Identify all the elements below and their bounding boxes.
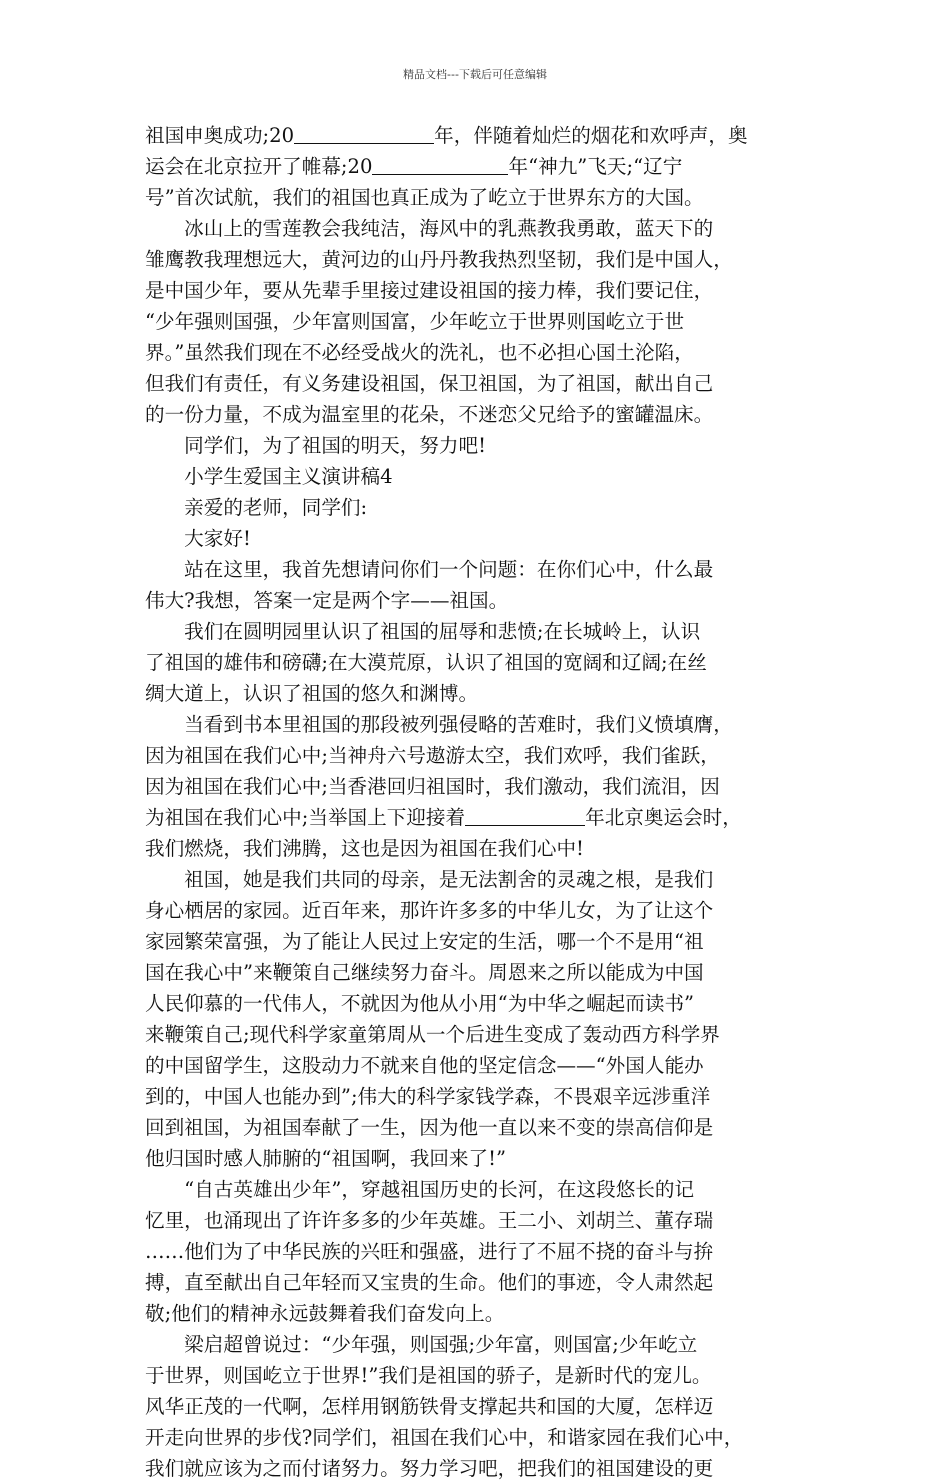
text-line: 亲爱的老师，同学们: — [145, 496, 368, 519]
text-line — [145, 802, 810, 833]
text-segment: 为祖国在我们心中;当举国上下迎接着 — [145, 806, 466, 829]
text-line: 忆里，也涌现出了许许多多的少年英雄。王二小、刘胡兰、董存瑞 — [145, 1209, 714, 1232]
text-segment: 年“神九”飞天;“辽宁 — [508, 155, 683, 178]
text-line: 因为祖国在我们心中;当神舟六号遨游太空，我们欢呼，我们雀跃， — [145, 744, 720, 767]
text-line: 是中国少年，要从先辈手里接过建设祖国的接力棒，我们要记住， — [145, 279, 714, 302]
text-line: 国在我心中”来鞭策自己继续努力奋斗。周恩来之所以能成为中国 — [145, 961, 704, 984]
text-line: 但我们有责任，有义务建设祖国，保卫祖国，为了祖国，献出自己 — [145, 372, 714, 395]
text-line: “少年强则国强，少年富则国富，少年屹立于世界则国屹立于世 — [145, 310, 685, 333]
text-line: 敬;他们的精神永远鼓舞着我们奋发向上。 — [145, 1302, 505, 1325]
text-line: 来鞭策自己;现代科学家童第周从一个后进生变成了轰动西方科学界 — [145, 1023, 720, 1046]
text-line: “自古英雄出少年”，穿越祖国历史的长河，在这段悠长的记 — [145, 1178, 695, 1201]
text-segment: 祖国申奥成功;20 — [145, 124, 295, 147]
page-header: 精品文档---下载后可任意编辑 — [403, 68, 547, 81]
text-segment: 年北京奥运会时， — [585, 806, 742, 829]
text-line: 于世界，则国屹立于世界!”我们是祖国的骄子，是新时代的宠儿。 — [145, 1364, 712, 1387]
text-line: 他归国时感人肺腑的“祖国啊，我回来了!” — [145, 1147, 507, 1170]
text-line: 我们就应该为之而付诸努力。努力学习吧，把我们的祖国建设的更 — [145, 1457, 714, 1480]
text-line: 到的，中国人也能办到”;伟大的科学家钱学森，不畏艰辛远涉重洋 — [145, 1085, 711, 1108]
text-line: 祖国，她是我们共同的母亲，是无法割舍的灵魂之根，是我们 — [145, 868, 714, 891]
text-line: 绸大道上，认识了祖国的悠久和渊博。 — [145, 682, 479, 705]
text-line: 梁启超曾说过：“少年强，则国强;少年富，则国富;少年屹立 — [145, 1333, 698, 1356]
section-title: 小学生爱国主义演讲稿4 — [145, 465, 393, 488]
text-line: 风华正茂的一代啊，怎样用钢筋铁骨支撑起共和国的大厦，怎样迈 — [145, 1395, 714, 1418]
text-line: 了祖国的雄伟和磅礴;在大漠荒原，认识了祖国的宽阔和辽阔;在丝 — [145, 651, 707, 674]
text-line: 冰山上的雪莲教会我纯洁，海风中的乳燕教我勇敢，蓝天下的 — [145, 217, 714, 240]
fill-in-blank — [372, 154, 508, 175]
text-segment: 年，伴随着灿烂的烟花和欢呼声，奥 — [434, 124, 748, 147]
text-line: 我们燃烧，我们沸腾，这也是因为祖国在我们心中! — [145, 837, 584, 860]
text-line: 站在这里，我首先想请问你们一个问题：在你们心中，什么最 — [145, 558, 714, 581]
text-line: 的一份力量，不成为温室里的花朵，不迷恋父兄给予的蜜罐温床。 — [145, 403, 714, 426]
text-line — [145, 151, 810, 182]
text-line — [145, 120, 810, 151]
text-line: 身心栖居的家园。近百年来，那许许多多的中华儿女，为了让这个 — [145, 899, 714, 922]
text-line: ……他们为了中华民族的兴旺和强盛，进行了不屈不挠的奋斗与拚 — [145, 1240, 714, 1263]
text-line: 伟大?我想，答案一定是两个字——祖国。 — [145, 589, 509, 612]
text-line: 同学们，为了祖国的明天，努力吧! — [145, 434, 486, 457]
text-line: 搏，直至献出自己年轻而又宝贵的生命。他们的事迹，令人肃然起 — [145, 1271, 714, 1294]
text-line: 开走向世界的步伐?同学们，祖国在我们心中，和谐家园在我们心中， — [145, 1426, 744, 1449]
text-line: 回到祖国，为祖国奉献了一生，因为他一直以来不变的崇高信仰是 — [145, 1116, 714, 1139]
text-line: 大家好! — [145, 527, 251, 550]
text-segment: 运会在北京拉开了帷幕;20 — [145, 155, 373, 178]
text-line: 家园繁荣富强，为了能让人民过上安定的生活，哪一个不是用“祖 — [145, 930, 704, 953]
text-line: 雏鹰教我理想远大，黄河边的山丹丹教我热烈坚韧，我们是中国人， — [145, 248, 733, 271]
text-line: 界。”虽然我们现在不必经受战火的洗礼，也不必担心国土沦陷， — [145, 341, 694, 364]
text-line: 的中国留学生，这股动力不就来自他的坚定信念——“外国人能办 — [145, 1054, 704, 1077]
fill-in-blank — [465, 805, 585, 826]
fill-in-blank — [294, 123, 434, 144]
text-line: 当看到书本里祖国的那段被列强侵略的苦难时，我们义愤填膺， — [145, 713, 733, 736]
text-line: 因为祖国在我们心中;当香港回归祖国时，我们激动，我们流泪，因 — [145, 775, 720, 798]
text-line: 人民仰慕的一代伟人，不就因为他从小用“为中华之崛起而读书” — [145, 992, 695, 1015]
document-body — [145, 120, 810, 1484]
text-line: 号”首次试航，我们的祖国也真正成为了屹立于世界东方的大国。 — [145, 186, 704, 209]
text-line: 我们在圆明园里认识了祖国的屈辱和悲愤;在长城岭上，认识 — [145, 620, 701, 643]
